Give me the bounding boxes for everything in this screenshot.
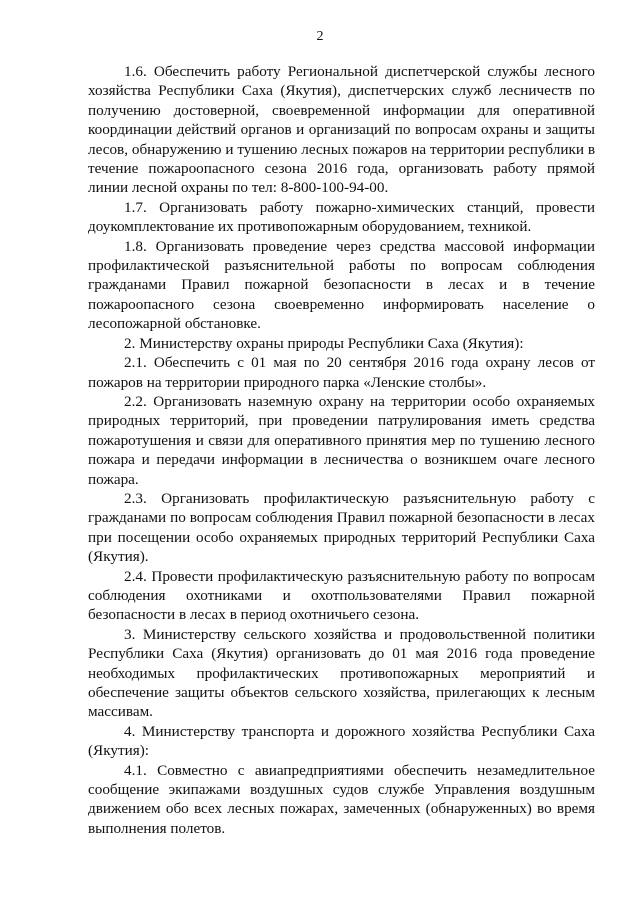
page-number: 2 [316, 29, 324, 44]
paragraph-3: 3. Министерству сельского хозяйства и продовольственной политики Республики Саха (Якутия) организовать до 01 мая 2016 года проведение необходимых профилактических противопожарных мероприятий и обеспечение защиты объектов сельского хозяйства, прилегающих к лесным массивам. [88, 625, 595, 721]
paragraph-1-8: 1.8. Организовать проведение через средства массовой информации профилактической разъяснительной работы по вопросам соблюдения гражданами Правил пожарной безопасности в лесах и в течение пожароопасного сезона своевременно информировать население о лесопожарной обстановке. [88, 237, 595, 333]
paragraph-1-6: 1.6. Обеспечить работу Региональной диспетчерской службы лесного хозяйства Республики Саха (Якутия), диспетчерских служб лесничеств по получению достоверной, своевременной информации для оперативной координации действий органов и организаций по вопросам охраны и защиты лесов, обнаружению и тушению лесных пожаров на территории республики в течение пожароопасного сезона 2016 года, организовать работу прямой линии лесной охраны по тел: 8-800-100-94-00. [88, 63, 595, 197]
document-body [88, 62, 595, 838]
paragraph-4-1: 4.1. Совместно с авиапредприятиями обеспечить незамедлительное сообщение экипажами воздушных судов службе Управления воздушным движением обо всех лесных пожарах, замеченных (обнаруженных) во время выполнения полетов. [88, 761, 595, 837]
paragraph-2-4: 2.4. Провести профилактическую разъяснительную работу по вопросам соблюдения охотниками и охотпользователями Правил пожарной безопасности в лесах в период охотничьего сезона. [88, 567, 595, 624]
paragraph-1-7: 1.7. Организовать работу пожарно-химических станций, провести доукомплектование их противопожарным оборудованием, техникой. [88, 198, 595, 236]
paragraph-4: 4. Министерству транспорта и дорожного хозяйства Республики Саха (Якутия): [88, 722, 595, 760]
paragraph-2: 2. Министерству охраны природы Республики Саха (Якутия): [124, 334, 524, 352]
paragraph-2-1: 2.1. Обеспечить с 01 мая по 20 сентября 2016 года охрану лесов от пожаров на территории природного парка «Ленские столбы». [88, 354, 595, 391]
paragraph-2-2: 2.2. Организовать наземную охрану на территории особо охраняемых природных территорий, при проведении патрулирования иметь средства пожаротушения и связи для оперативного принятия мер по тушению лесного пожара и передачи информации в лесничества о возникшем очаге лесного пожара. [88, 392, 595, 488]
paragraph-2-3: 2.3. Организовать профилактическую разъяснительную работу с гражданами по вопросам соблюдения Правил пожарной безопасности в лесах при посещении особо охраняемых природных территорий Республики Саха (Якутия). [88, 489, 595, 566]
